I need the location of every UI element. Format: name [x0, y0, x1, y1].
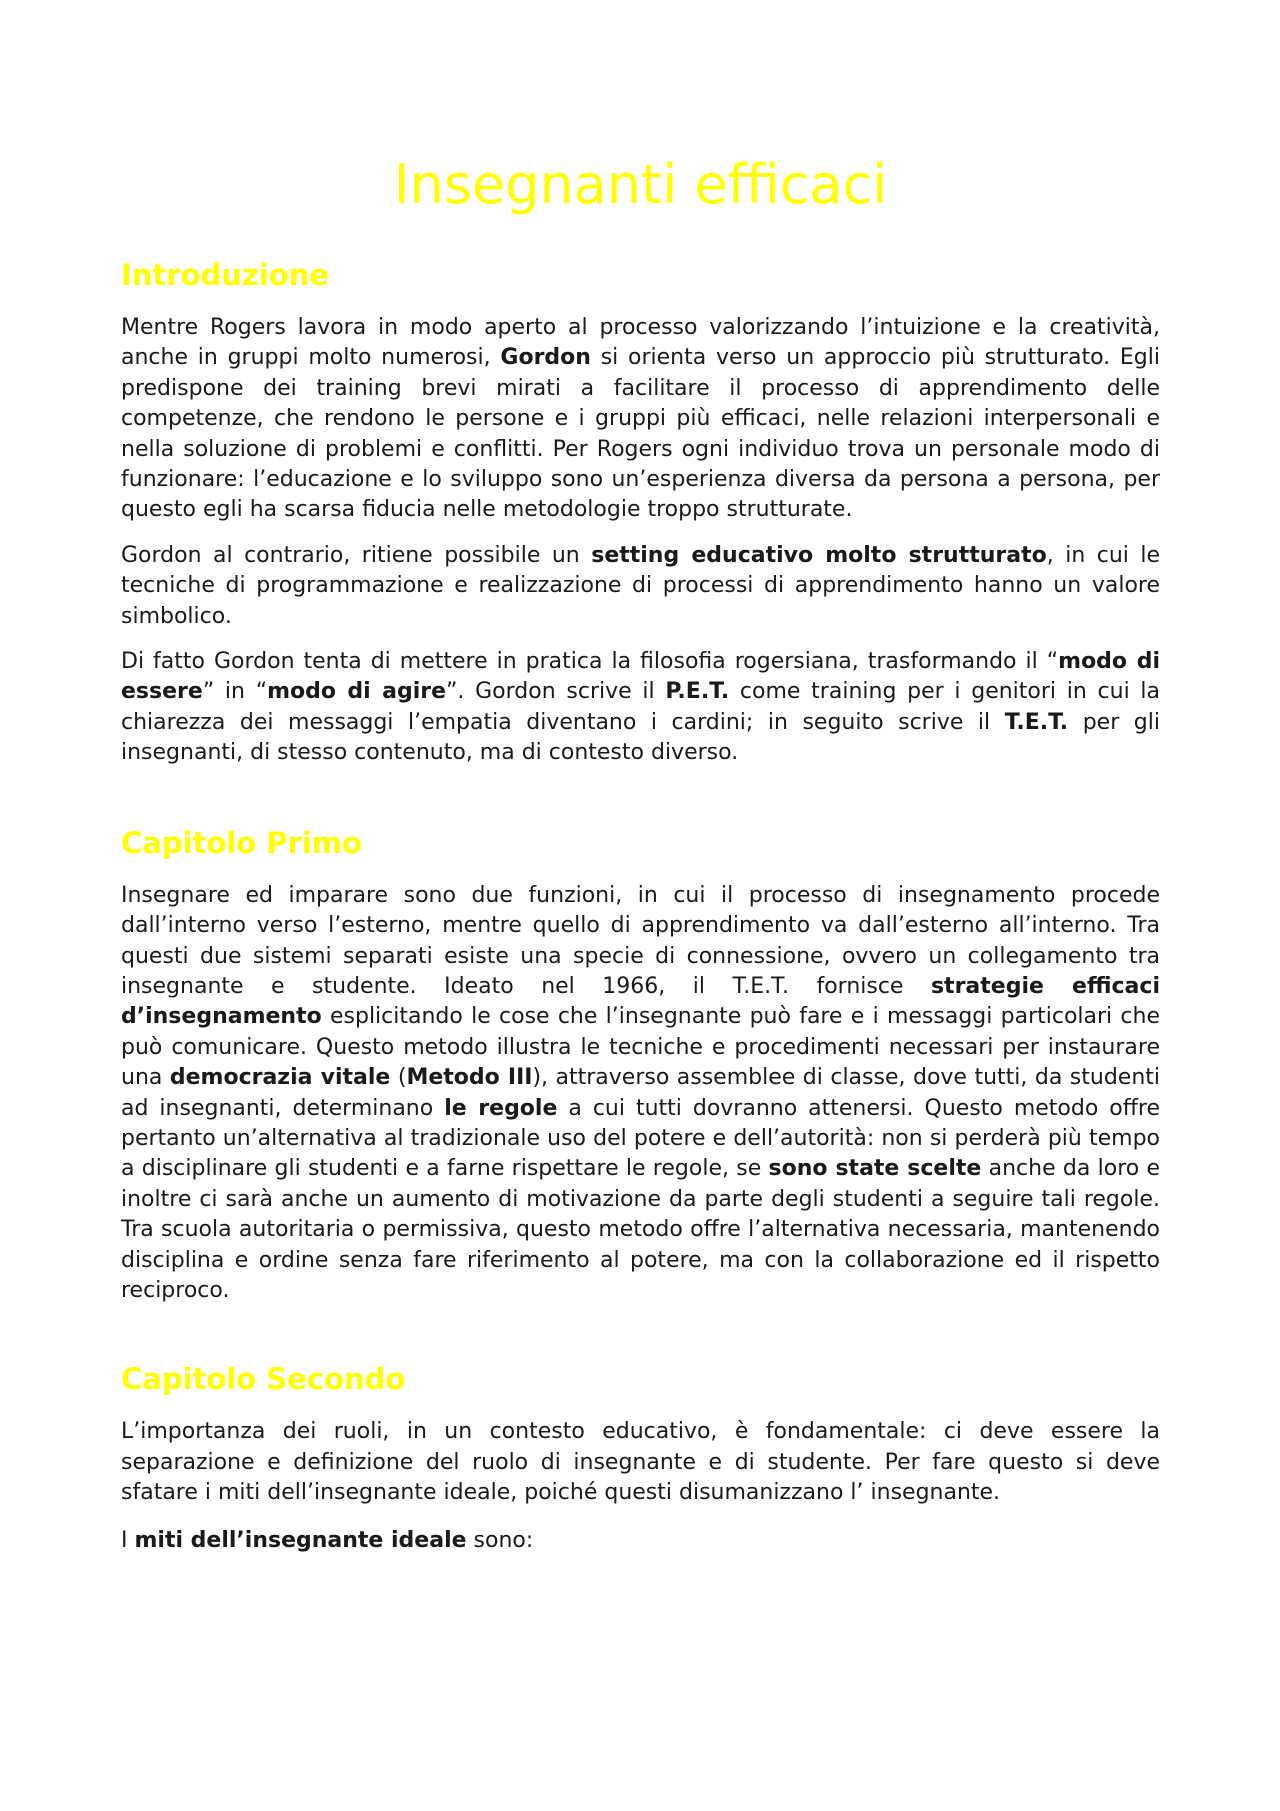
- text-run: a cui tutti dovranno attenersi. Questo metodo offre pertanto un’alternativa al tradizionale uso del potere e dell’autorità: non si perderà più tempo a disciplinare gli studenti e a farne rispettare le regole, se: [121, 1095, 1160, 1182]
- bold-run: modo di essere: [121, 649, 1160, 705]
- text-run: come training per i genitori in cui la chiarezza dei messaggi l’empatia diventano i cardini; in seguito scrive il: [121, 679, 1161, 735]
- text-run: ), attraverso assemblee di classe, dove tutti, da studenti ad insegnanti, determinano: [121, 1065, 1160, 1121]
- section-heading-capitolo-primo: Capitolo Primo: [121, 825, 362, 860]
- text-run: (: [390, 1065, 407, 1091]
- bold-run: le regole: [444, 1095, 558, 1121]
- bold-run: sono state scelte: [768, 1156, 982, 1182]
- document-title: Insegnanti efficaci: [393, 153, 888, 216]
- text-run: per gli insegnanti, di stesso contenuto, ma di contesto diverso.: [121, 709, 1160, 766]
- paragraph: [121, 1417, 1160, 1508]
- bold-run: Metodo III: [406, 1065, 533, 1091]
- text-run: , in cui le tecniche di programmazione e realizzazione di processi di apprendimento hanno un valore simbolico.: [121, 542, 1161, 629]
- text-run: sono:: [466, 1527, 534, 1553]
- text-run: I: [121, 1527, 135, 1553]
- bold-run: P.E.T.: [665, 679, 730, 705]
- text-run: ” in “: [202, 679, 268, 705]
- text-run: ”. Gordon scrive il: [446, 679, 666, 705]
- paragraph: [121, 1526, 1160, 1556]
- paragraph: [121, 647, 1160, 769]
- text-run: Di fatto Gordon tenta di mettere in pratica la filosofia rogersiana, trasformando il “: [121, 649, 1059, 675]
- bold-run: Gordon: [500, 345, 591, 371]
- text-run: esplicitando le cose che l’insegnante può fare e i messaggi particolari che può comunicare. Questo metodo illustra le tecniche e procedimenti necessari per instaurare una: [121, 1004, 1160, 1091]
- bold-run: democrazia vitale: [169, 1065, 391, 1091]
- text-run: si orienta verso un approccio più strutturato. Egli predispone dei training brevi mirati a facilitare il processo di apprendimento delle competenze, che rendono le persone e i gruppi più efficaci, nelle relazioni interpersonali e nella soluzione di problemi e conflitti. Per Rogers ogni individuo trova un personale modo di funzionare: l’educazione e lo sviluppo sono un’esperienza diversa da persona a persona, per questo egli ha scarsa fiducia nelle metodologie troppo strutturate.: [121, 345, 1160, 523]
- bold-run: strategie efficaci d’insegnamento: [121, 973, 1160, 1030]
- section-heading-capitolo-secondo: Capitolo Secondo: [121, 1362, 406, 1397]
- paragraph: [121, 881, 1160, 1307]
- text-run: L’importanza dei ruoli, in un contesto educativo, è fondamentale: ci deve essere la separazione e definizione del ruolo di insegnante e di studente. Per fare questo si deve sfatare i miti dell’insegnante ideale, poiché questi disumanizzano l’ insegnante.: [121, 1419, 1160, 1506]
- section-heading-introduzione: Introduzione: [121, 258, 329, 292]
- text-run: Gordon al contrario, ritiene possibile un: [121, 542, 592, 568]
- text-run: anche da loro e inoltre ci sarà anche un aumento di motivazione da parte degli studenti a seguire tali regole. Tra scuola autoritaria o permissiva, questo metodo offre l’alternativa necessaria, mantenendo disciplina e ordine senza fare riferimento al potere, ma con la collaborazione ed il rispetto reciproco.: [121, 1156, 1161, 1303]
- bold-run: setting educativo molto strutturato: [591, 542, 1047, 568]
- bold-run: miti dell’insegnante ideale: [134, 1527, 467, 1553]
- paragraph: [121, 541, 1160, 632]
- paragraph: [121, 313, 1160, 526]
- text-run: Insegnare ed imparare sono due funzioni, in cui il processo di insegnamento procede dall’interno verso l’esterno, mentre quello di apprendimento va dall’esterno all’interno. Tra questi due sistemi separati esiste una specie di connessione, ovvero un collegamento tra insegnante e studente. Ideato nel 1966, il T.E.T. fornisce: [121, 882, 1160, 999]
- text-run: Mentre Rogers lavora in modo aperto al processo valorizzando l’intuizione e la creatività, anche in gruppi molto numerosi,: [121, 315, 1160, 371]
- bold-run: modo di agire: [267, 679, 447, 705]
- bold-run: T.E.T.: [1004, 709, 1069, 735]
